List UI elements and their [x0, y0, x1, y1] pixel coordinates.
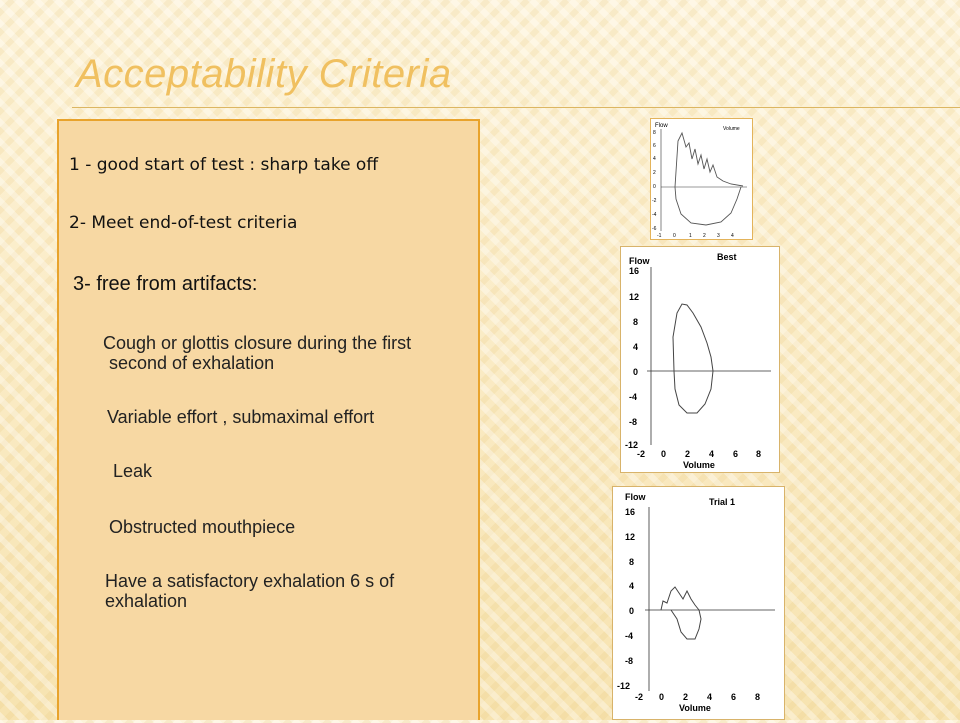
trial-1-x-tick: 6: [731, 692, 737, 702]
small-x-tick: 2: [703, 233, 706, 239]
best-inspiratory-loop: [674, 371, 713, 413]
artifact-exhalation: [105, 571, 465, 611]
trial-1-y-tick: -12: [617, 681, 631, 691]
artifact-effort: Variable effort , submaximal effort: [107, 407, 375, 427]
criterion-2: 2- Meet end-of-test criteria: [69, 213, 298, 233]
best-x-tick: 4: [709, 449, 715, 459]
small-x-tick: 0: [673, 233, 676, 239]
best-flow-volume-figure: [620, 246, 780, 473]
best-y-tick: -4: [629, 392, 638, 402]
small-y-label: Flow: [655, 123, 668, 129]
criteria-panel: [57, 119, 480, 720]
best-x-label: Volume: [683, 460, 715, 470]
best-y-tick: 4: [633, 342, 639, 352]
trial-1-x-tick: 2: [683, 692, 689, 702]
best-x-tick: 0: [661, 449, 667, 459]
small-flow-volume-figure: [650, 118, 753, 240]
small-y-tick: -4: [652, 212, 657, 218]
artifact-cough: [103, 333, 483, 373]
small-y-tick: 4: [653, 156, 656, 162]
trial-1-flow-volume-figure: [612, 486, 785, 720]
best-y-label: Flow: [629, 256, 650, 266]
best-flow-volume-plot: [621, 247, 779, 472]
trial-1-y-label: Flow: [625, 492, 646, 502]
trial-1-x-tick: -2: [635, 692, 644, 702]
small-flow-volume-plot: [651, 119, 752, 239]
criterion-1: 1 - good start of test : sharp take off: [69, 155, 379, 175]
artifact-cough-line-1: Cough or glottis closure during the first: [103, 333, 412, 353]
small-y-tick: 0: [653, 184, 656, 190]
artifact-mouthpiece: Obstructed mouthpiece: [109, 517, 296, 537]
best-y-tick: 8: [633, 317, 639, 327]
trial-1-x-tick: 0: [659, 692, 665, 702]
artifact-leak: Leak: [113, 461, 153, 481]
criterion-3: 3- free from artifacts:: [73, 273, 258, 295]
small-y-tick: -2: [652, 198, 657, 204]
small-y-tick: -6: [652, 226, 657, 232]
best-x-tick: 8: [756, 449, 762, 459]
best-x-tick: 6: [733, 449, 739, 459]
small-x-tick: 1: [689, 233, 692, 239]
small-x-tick: 4: [731, 233, 734, 239]
small-y-tick: 8: [653, 130, 656, 136]
trial-1-y-tick: 8: [629, 557, 635, 567]
trial-1-y-tick: -4: [625, 631, 634, 641]
small-inspiratory-curve: [675, 187, 741, 225]
small-legend: Volume: [723, 126, 740, 132]
small-y-tick: 6: [653, 143, 656, 149]
trial-1-y-tick: 16: [625, 507, 636, 517]
trial-1-y-tick: 12: [625, 532, 636, 542]
artifact-exhalation-line-1: Have a satisfactory exhalation 6 s of: [105, 571, 395, 591]
best-x-tick: 2: [685, 449, 691, 459]
best-y-tick: 16: [629, 266, 640, 276]
trial-1-y-tick: -8: [625, 656, 634, 666]
best-y-tick: -12: [625, 440, 639, 450]
best-y-tick: 0: [633, 367, 639, 377]
best-x-tick: -2: [637, 449, 646, 459]
small-y-tick: 2: [653, 170, 656, 176]
trial-1-x-tick: 8: [755, 692, 761, 702]
trial-1-expiratory-loop: [661, 587, 699, 610]
trial-1-flow-volume-plot: [613, 487, 784, 719]
best-y-tick: 12: [629, 292, 640, 302]
best-y-tick: -8: [629, 417, 638, 427]
artifact-exhalation-line-2: exhalation: [105, 591, 188, 611]
small-x-tick: -1: [657, 233, 662, 239]
trial-1-inspiratory-loop: [671, 610, 701, 639]
trial-1-x-label: Volume: [679, 703, 711, 713]
slide-title: Acceptability Criteria: [76, 52, 452, 96]
title-underline: [72, 107, 960, 108]
trial-1-title: Trial 1: [709, 497, 736, 507]
small-x-tick: 3: [717, 233, 720, 239]
trial-1-y-tick: 4: [629, 581, 635, 591]
artifact-cough-line-2: second of exhalation: [109, 353, 275, 373]
best-title: Best: [717, 252, 737, 262]
best-expiratory-loop: [673, 304, 713, 371]
trial-1-y-tick: 0: [629, 606, 635, 616]
trial-1-x-tick: 4: [707, 692, 713, 702]
small-expiratory-curve: [675, 133, 743, 187]
